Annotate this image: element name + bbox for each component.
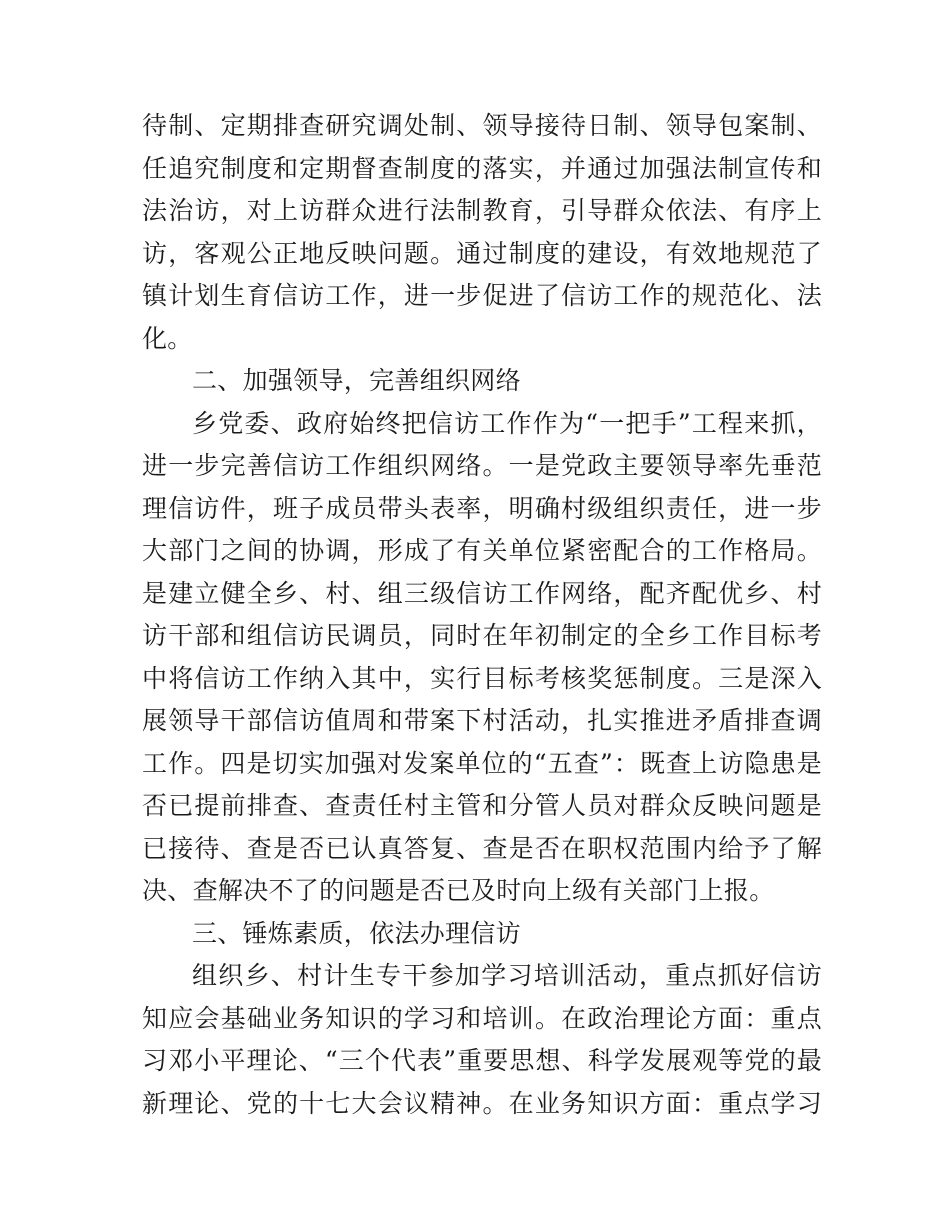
text-line: 决、查解决不了的问题是否已及时向上级有关部门上报。 bbox=[142, 876, 775, 905]
section-heading: 二、加强领导，完善组织网络 bbox=[192, 366, 521, 395]
text-line: 知应会基础业务知识的学习和培训。在政治理论方面：重点 bbox=[142, 1003, 822, 1033]
text-line: 展领导干部信访值周和带案下村活动，扎实推进矛盾排查调 bbox=[142, 706, 822, 735]
text-line: 习邓小平理论、“三个代表”重要思想、科学发展观等党的最 bbox=[142, 1046, 822, 1075]
text-line: 待制、定期排查研究调处制、领导接待日制、领导包案制、 bbox=[142, 111, 822, 140]
text-line: 访，客观公正地反映问题。通过制度的建设，有效地规范了 bbox=[142, 238, 822, 268]
text-line: 否已提前排查、查责任村主管和分管人员对群众反映问题是 bbox=[142, 791, 822, 820]
text-line: 镇计划生育信访工作，进一步促进了信访工作的规范化、法 bbox=[142, 281, 822, 310]
text-line: 任追究制度和定期督查制度的落实，并通过加强法制宣传和 bbox=[142, 153, 822, 183]
document-body bbox=[142, 105, 822, 1125]
text-line: 进一步完善信访工作组织网络。一是党政主要领导率先垂范 bbox=[142, 451, 822, 480]
section-heading: 三、锤炼素质，依法办理信访 bbox=[192, 918, 521, 948]
text-line: 法治访，对上访群众进行法制教育，引导群众依法、有序上 bbox=[142, 196, 822, 225]
text-line: 已接待、查是否已认真答复、查是否在职权范围内给予了解 bbox=[142, 833, 822, 863]
text-line: 是建立健全乡、村、组三级信访工作网络，配齐配优乡、村 bbox=[142, 578, 822, 608]
text-line: 访干部和组信访民调员，同时在年初制定的全乡工作目标考 bbox=[142, 621, 822, 650]
text-line: 工作。四是切实加强对发案单位的“五查”：既查上访隐患是 bbox=[142, 748, 822, 778]
text-line: 新理论、党的十七大会议精神。在业务知识方面：重点学习 bbox=[142, 1088, 822, 1118]
text-line: 化。 bbox=[142, 323, 193, 353]
text-line: 组织乡、村计生专干参加学习培训活动，重点抓好信访 bbox=[192, 961, 822, 990]
text-line: 理信访件，班子成员带头表率，明确村级组织责任，进一步 bbox=[142, 493, 822, 523]
text-line: 乡党委、政府始终把信访工作作为“一把手”工程来抓， bbox=[192, 408, 822, 438]
text-line: 大部门之间的协调，形成了有关单位紧密配合的工作格局。 bbox=[142, 536, 822, 565]
text-line: 中将信访工作纳入其中，实行目标考核奖惩制度。三是深入 bbox=[142, 663, 822, 693]
